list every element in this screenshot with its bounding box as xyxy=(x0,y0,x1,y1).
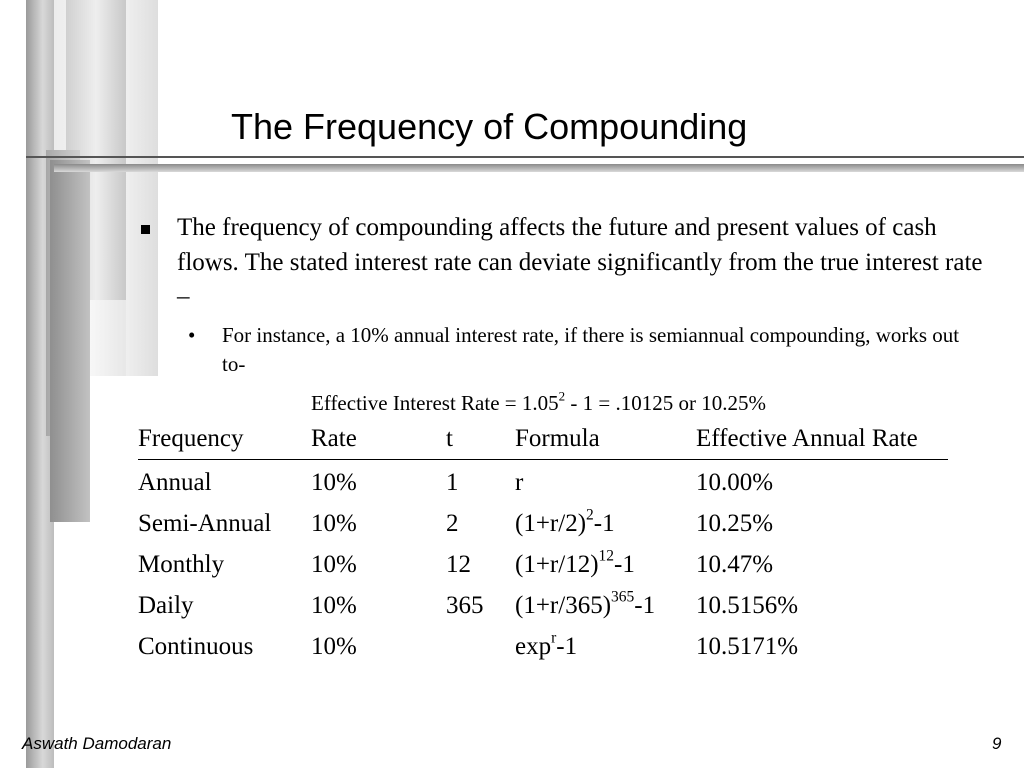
cell-rate: 10% xyxy=(311,632,357,660)
effective-rate-suffix: - 1 = .10125 or 10.25% xyxy=(565,391,766,415)
decorative-bar xyxy=(50,160,90,522)
cell-formula xyxy=(515,585,696,626)
cell-t: 2 xyxy=(446,509,459,537)
cell-t: 1 xyxy=(446,468,459,496)
cell-frequency: Continuous xyxy=(138,632,254,660)
square-bullet-icon xyxy=(141,225,150,234)
formula-base: r xyxy=(515,468,524,496)
cell-rate: 10% xyxy=(311,550,357,578)
cell-effective-rate: 10.5171% xyxy=(696,632,799,660)
cell-t: 12 xyxy=(446,550,471,578)
cell-rate: 10% xyxy=(311,468,357,496)
title-divider xyxy=(26,156,1024,158)
cell-t: 365 xyxy=(446,591,484,619)
effective-rate-formula xyxy=(311,389,766,417)
formula-exponent: 365 xyxy=(611,587,635,605)
cell-effective-rate: 10.47% xyxy=(696,550,774,578)
header-frequency: Frequency xyxy=(138,425,311,460)
formula-tail: -1 xyxy=(634,591,656,619)
formula-base: (1+r/2) xyxy=(515,509,587,537)
cell-frequency: Semi-Annual xyxy=(138,509,272,537)
cell-formula xyxy=(515,544,696,585)
formula-exponent: 12 xyxy=(598,546,615,564)
cell-frequency: Annual xyxy=(138,468,212,496)
compounding-table xyxy=(138,425,948,667)
cell-formula xyxy=(515,626,696,667)
cell-frequency: Daily xyxy=(138,591,194,619)
effective-rate-exponent: 2 xyxy=(558,388,566,404)
header-t: t xyxy=(446,425,515,460)
cell-rate: 10% xyxy=(311,509,357,537)
table-row xyxy=(138,544,948,585)
footer-author: Aswath Damodaran xyxy=(22,734,172,753)
header-effective-rate: Effective Annual Rate xyxy=(696,425,948,460)
formula-tail: -1 xyxy=(556,632,578,660)
cell-effective-rate: 10.00% xyxy=(696,468,774,496)
formula-tail: -1 xyxy=(614,550,635,578)
formula-base: (1+r/12) xyxy=(515,550,599,578)
cell-rate: 10% xyxy=(311,591,357,619)
main-bullet-text: The frequency of compounding affects the future and present values of cash flows. The stated interest rate can deviate significantly from the true interest rate – xyxy=(177,214,983,310)
page-number: 9 xyxy=(992,734,1002,753)
table-header-row xyxy=(138,425,948,460)
table-row xyxy=(138,626,948,667)
table-row xyxy=(138,585,948,626)
cell-t xyxy=(446,626,515,667)
effective-rate-prefix: Effective Interest Rate = 1.05 xyxy=(311,391,559,415)
header-rate: Rate xyxy=(311,425,446,460)
formula-base: (1+r/365) xyxy=(515,591,612,619)
cell-formula xyxy=(515,503,696,544)
cell-effective-rate: 10.25% xyxy=(696,509,774,537)
dot-bullet-icon: • xyxy=(188,323,196,347)
decorative-bar xyxy=(126,0,158,376)
cell-effective-rate: 10.5156% xyxy=(696,591,799,619)
sub-bullet-text: For instance, a 10% annual interest rate, if there is semiannual compounding, works out to- xyxy=(222,323,960,376)
formula-tail: -1 xyxy=(593,509,615,537)
title-underbar xyxy=(54,164,1024,172)
slide-title: The Frequency of Compounding xyxy=(231,106,748,147)
cell-frequency: Monthly xyxy=(138,550,225,578)
table-row xyxy=(138,460,948,504)
cell-formula xyxy=(515,460,696,504)
formula-exponent: 2 xyxy=(586,505,594,523)
table-row xyxy=(138,503,948,544)
formula-base: exp xyxy=(515,632,552,660)
header-formula: Formula xyxy=(515,425,696,460)
formula-exponent: r xyxy=(551,628,557,646)
